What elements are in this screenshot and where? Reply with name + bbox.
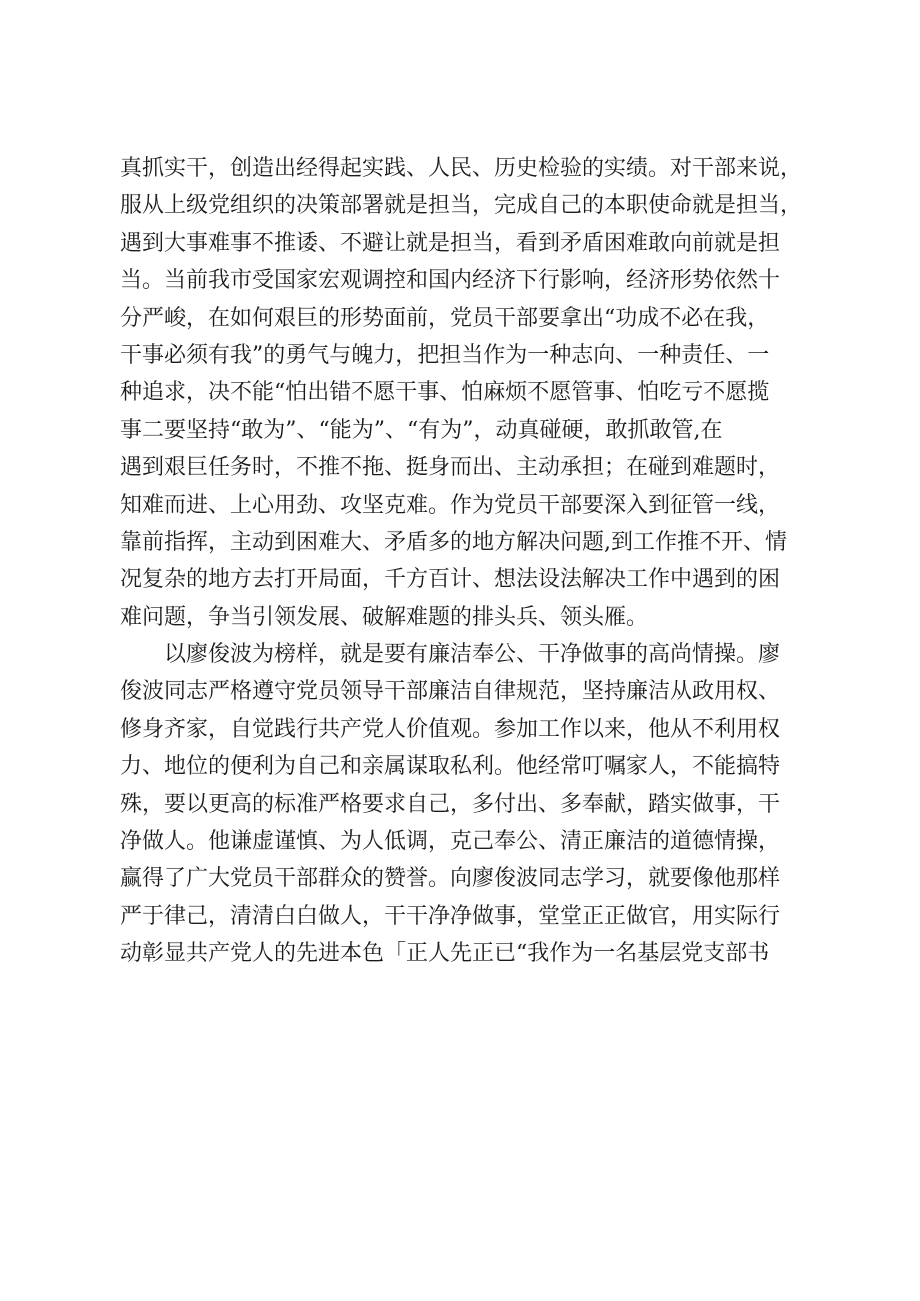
paragraph-2 (120, 636, 825, 973)
text-line: 赢得了广大党员干部群众的赞誉。向廖俊波同志学习，就要像他那样 (120, 866, 781, 892)
text-line: 动彰显共产党人的先进本色「正人先正已“我作为一名基层党支部书 (120, 941, 770, 967)
text-line: 俊波同志严格遵守党员领导干部廉洁自律规范，坚持廉洁从政用权、 (120, 679, 781, 705)
text-line: 修身齐家，自觉践行共产党人价值观。参加工作以来，他从不利用权 (120, 716, 781, 742)
text-line: 种追求，决不能“怕出错不愿干事、怕麻烦不愿管事、怕吃亏不愿揽 (120, 380, 770, 406)
text-line: 干事必须有我”的勇气与魄力，把担当作为一种志向、一种责任、一 (120, 342, 770, 368)
paragraph-1 (120, 150, 825, 636)
text-line: 真抓实干，创造出经得起实践、人民、历史检验的实绩。对干部来说， (120, 156, 803, 181)
text-line: 况复杂的地方去打开局面，千方百计、想法设法解决工作中遇到的困 (120, 567, 781, 593)
text-line: 力、地位的便利为自己和亲属谋取私利。他经常叮嘱家人，不能搞特 (120, 754, 781, 780)
text-line: 事二要坚持“敢为”、“能为”、“有为”，动真碰硬，敢抓敢管,在 (120, 417, 723, 443)
text-line: 知难而进、上心用劲、攻坚克难。作为党员干部要深入到征管一线， (120, 492, 781, 518)
text-line: 难问题，争当引领发展、破解难题的排头兵、领头雁。 (120, 604, 649, 630)
text-line: 靠前指挥，主动到困难大、矛盾多的地方解决问题,到工作推不开、情 (120, 529, 787, 555)
document-body (120, 150, 825, 973)
text-line: 严于律己，清清白白做人，干干净净做事，堂堂正正做官，用实际行 (120, 903, 781, 929)
text-line: 遇到大事难事不推诿、不避让就是担当，看到矛盾困难敢向前就是担 (120, 230, 781, 256)
text-line: 净做人。他谦虚谨慎、为人低调，克己奉公、清正廉洁的道德情操， (120, 829, 781, 855)
text-line: 服从上级党组织的决策部署就是担当，完成自己的本职使命就是担当， (120, 193, 803, 219)
text-line: 以廖俊波为榜样，就是要有廉洁奉公、干净做事的高尚情操。廖 (164, 642, 781, 668)
text-line: 分严峻，在如何艰巨的形势面前，党员干部要拿出“功成不必在我， (120, 305, 770, 331)
text-line: 遇到艰巨任务时，不推不拖、挺身而出、主动承担；在碰到难题时， (120, 455, 781, 481)
text-line: 当。当前我市受国家宏观调控和国内经济下行影响，经济形势依然十 (120, 268, 781, 294)
text-line: 殊，要以更高的标准严格要求自己，多付出、多奉献，踏实做事，干 (120, 791, 781, 817)
